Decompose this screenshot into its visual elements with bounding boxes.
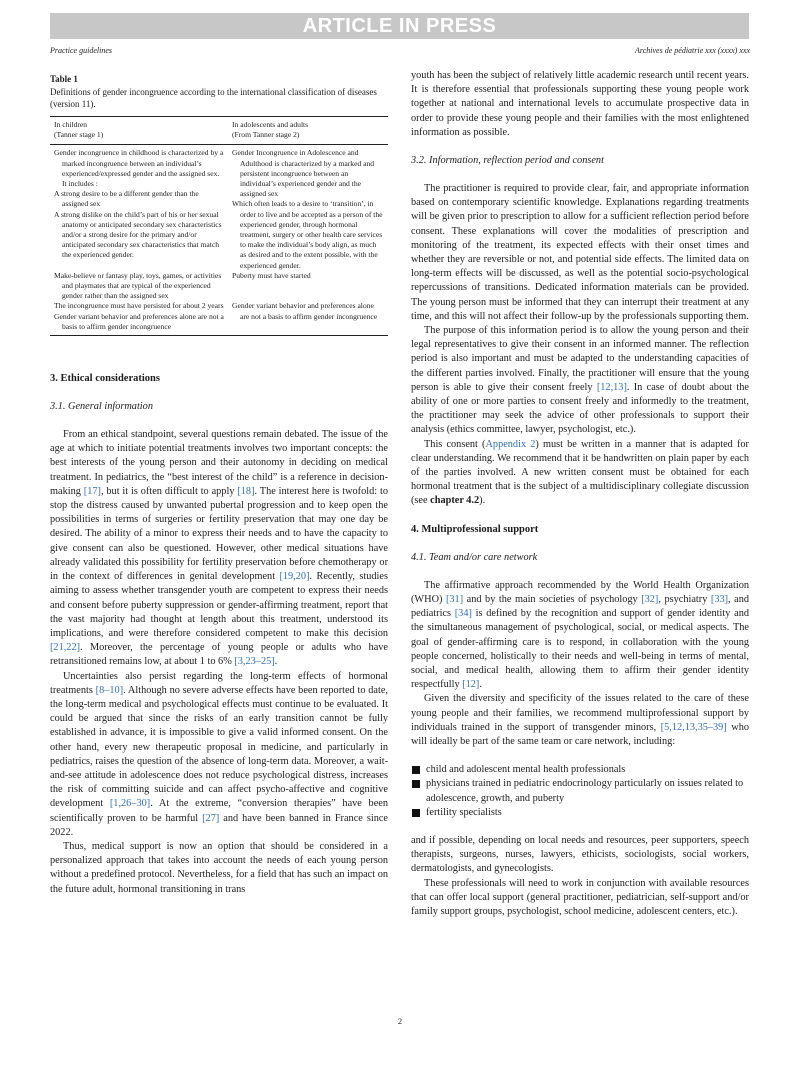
section-3-2-heading: 3.2. Information, reflection period and consent (411, 155, 604, 167)
table-cell: Gender Incongruence in Adolescence and Adulthood is characterized by a marked and persistent incongruence between an individual’s experienced gender and the assigned sex Which often leads to a desire to ‘transition’, in order to live and be accepted as a person of the experienced gender, through hormonal treatment, surgery or other health care services to make the individual’s body align, as much as desired and to the extent possible, with the experienced gender. (232, 148, 383, 270)
paragraph: These professionals will need to work in conjunction with available resources that can offer local support (general practitioner, pediatrician, self-support and/or family support groups, psychologist, school medicine, adolescent centers, etc.). (411, 877, 749, 917)
table-header-children: In children (Tanner stage 1) (50, 117, 228, 145)
right-column (411, 69, 749, 919)
table-caption: Definitions of gender incongruence according to the international classification of diseases (version 11). (50, 87, 377, 109)
section-3-heading: 3. Ethical considerations (50, 373, 160, 385)
citation-link[interactable]: [33] (710, 593, 729, 605)
table-cell: Gender variant behavior and preferences alone are not a basis to affirm gender incongruence (228, 301, 388, 335)
square-bullet-icon (412, 809, 420, 817)
paragraph: and if possible, depending on local needs and resources, peer supporters, speech therapists, surgeons, nurses, lawyers, ethicists, sociologists, social workers, dermatologists, and gynecologists. (411, 834, 749, 875)
table-cell: Puberty must have started (232, 270, 311, 280)
list-item: fertility specialists (411, 806, 749, 820)
paragraph: From an ethical standpoint, several questions remain debated. The issue of the age at which to initiate potential treatments involves two important concepts: the best interests of the young person and their autonomy in deciding on medical treatment. In pediatrics, the “best interest of the child” is a reference in decision-making [17], but it is often difficult to apply [18]. The interest here is twofold: to stop the distress caused by unwanted pubertal progression and to keep open the possibilities in terms of surgeries or fertility preservation that may one day be desired. The ability of a minor to express their needs and to have the capacity to give consent can also be questioned. However, other medical situations have already validated this possibility for fertility preservation before chemotherapy or in the context of differences in genital development [19,20]. Recently, studies aiming to assess whether transgender youth are competent to express their needs and consent before puberty suppression or gender-affirming treatment, report that the vast majority had thought at length about this treatment, understood its implications, and were therefore considered competent to make this decision [21,22]. Moreover, the percentage of young people or adults who have retransitioned remains low, at about 1 to 6% [3,23–25]. (50, 429, 389, 668)
left-column (50, 69, 388, 897)
table-row (50, 271, 388, 302)
section-4-1-heading: 4.1. Team and/or care network (411, 551, 538, 563)
page-number: 2 (397, 1016, 403, 1026)
paragraph: Uncertainties also persist regarding the long-term effects of hormonal treatments [8–10]. Although no severe adverse effects have been reported to date, the long-term medical and psychological effects must continue to be evaluated. It could be argued that since the risks of an early transition cannot be fully established in advance, it is impossible to give a valid informed consent. On the other hand, every new therapeutic proposal in medicine, and particularly in pediatrics, raises the question of the absence of long-term data. Moreover, a wait-and-see attitude in adolescence does not reduce psychological distress, increases the risk of committing suicide and can affect psycho-affective and cognitive development [1,26–30]. At the extreme, “conversion therapies” have been scientifically proven to be harmful [27] and have been banned in France since 2022. (50, 670, 388, 838)
table-row (50, 301, 388, 335)
citation-link[interactable]: [12] (462, 679, 480, 691)
citation-link[interactable]: [21,22] (50, 642, 81, 654)
section-3-1-heading: 3.1. General information (50, 401, 153, 413)
paragraph: Thus, medical support is now an option that should be considered in a personalized approach that takes into account the needs of each young person without a predefined protocol. Nevertheless, for a field that has such an impact on the future adult, hormonal transitioning in trans (50, 840, 388, 895)
article-in-press-banner: ARTICLE IN PRESS (50, 13, 749, 39)
list-item: physicians trained in pediatric endocrinology particularly on issues related to adolescence, growth, and puberty (411, 777, 749, 805)
running-head-left: Practice guidelines (50, 46, 112, 55)
citation-link[interactable]: [12,13] (596, 381, 627, 393)
citation-link[interactable]: [31] (445, 593, 464, 605)
gender-incongruence-table (50, 116, 388, 336)
citation-link[interactable]: [3,23–25] (234, 656, 275, 668)
paragraph: This consent (Appendix 2) must be written in a manner that is adapted for clear understanding. We recommend that it be handwritten on plain paper by each of the parties involved. A new written consent must be obtained for each hormonal treatment that is the subject of a multidisciplinary collegiate discussion (see chapter 4.2). (411, 438, 749, 507)
appendix-link[interactable]: Appendix 2 (485, 438, 536, 450)
citation-link[interactable]: [17] (83, 485, 101, 497)
list-item: child and adolescent mental health professionals (411, 763, 749, 777)
citation-link[interactable]: [34] (454, 608, 472, 620)
paragraph: The affirmative approach recommended by the World Health Organization (WHO) [31] and by the main societies of psychology [32], psychiatry [33], and pediatrics [34] is defined by the recognition and support of gender identity and the simultaneous management of psychological, social, or medical aspects. The goal of gender-affirming care is to respond, in collaboration with the young people concerned, holistically to their needs and well-being in terms of mental, social, and medical health, allowing them to affirm their gender identity respectfully [12]. (411, 579, 750, 691)
table-title: Table 1 (50, 74, 78, 84)
section-4-heading: 4. Multiprofessional support (411, 523, 539, 535)
citation-link[interactable]: [18] (237, 485, 255, 497)
square-bullet-icon (412, 766, 420, 774)
citation-link[interactable]: [19,20] (279, 571, 310, 583)
table-cell: The incongruence must have persisted for about 2 years Gender variant behavior and preferences alone are not a basis to affirm gender incongruence (50, 301, 228, 335)
citation-link[interactable]: [32] (641, 593, 659, 605)
running-head-right: Archives de pédiatrie xxx (xxxx) xxx (635, 46, 750, 55)
citation-link[interactable]: [27] (202, 812, 220, 824)
table-cell: Gender incongruence in childhood is characterized by a marked incongruence between an individual’s experienced/expressed gender and the assigned sex. It includes : A strong desire to be a different gender than the assigned sex A strong dislike on the child’s part of his or her sexual anatomy or anticipated secondary sex characteristics and/or a strong desire for the primary and/or anticipated secondary sex characteristics that match the experienced gender. (54, 148, 224, 260)
paragraph: The purpose of this information period is to allow the young person and their legal representatives to give their consent in an informed manner. The reflection period is also important and must be adapted to the understanding capacities of the different parties involved. Finally, the practitioner will ensure that the young person is able to give their consent freely [12,13]. In case of doubt about the ability of one or more parties to consent freely and informedly to the treatment, the practitioner may seek the advice of other professionals to support their analysis (ethics committee, lawyer, psychologist, etc.). (411, 325, 749, 436)
professionals-list (411, 763, 749, 820)
table-row (50, 145, 388, 271)
table-cell: Make-believe or fantasy play, toys, games, or activities and playmates that are typical of the experienced gender rather than the assigned sex (54, 270, 222, 301)
paragraph: The practitioner is required to provide clear, fair, and appropriate information based on contemporary scientific knowledge. Explanations regarding treatments will be given prior to prescription to allow for a sufficient reflection period before consent. These explanations will cover the modalities of prescription and monitoring of the treatment, its expected effects with their onset times and whether they are reversible or not, and potential side effects. The limited data on long-term effects will be discussed, as well as the potential socio-psychological repercussions of transitions. Dedicated information materials can be provided. The young person must be informed that they can interrupt their treatment at any time, and this will not affect their follow-up by the professionals supporting them. (411, 183, 749, 322)
citation-link[interactable]: [8–10] (95, 684, 124, 696)
table-header-adolescents: In adolescents and adults (From Tanner stage 2) (228, 117, 388, 145)
citation-link[interactable]: [1,26–30] (109, 798, 151, 810)
citation-link[interactable]: [5,12,13,35–39] (660, 721, 727, 733)
paragraph: youth has been the subject of relatively little academic research until recent years. It is therefore essential that professionals supporting these young people work together at national and international levels to accumulate prospective data in order to provide these young people and their families with the most enlightened information as possible. (411, 70, 749, 138)
paragraph: Given the diversity and specificity of the issues related to the care of these young people and their families, we recommend multiprofessional support by individuals trained in the support of transgender minors, [5,12,13,35–39] who will ideally be part of the same team or care network, including: (411, 693, 749, 747)
square-bullet-icon (412, 780, 420, 788)
